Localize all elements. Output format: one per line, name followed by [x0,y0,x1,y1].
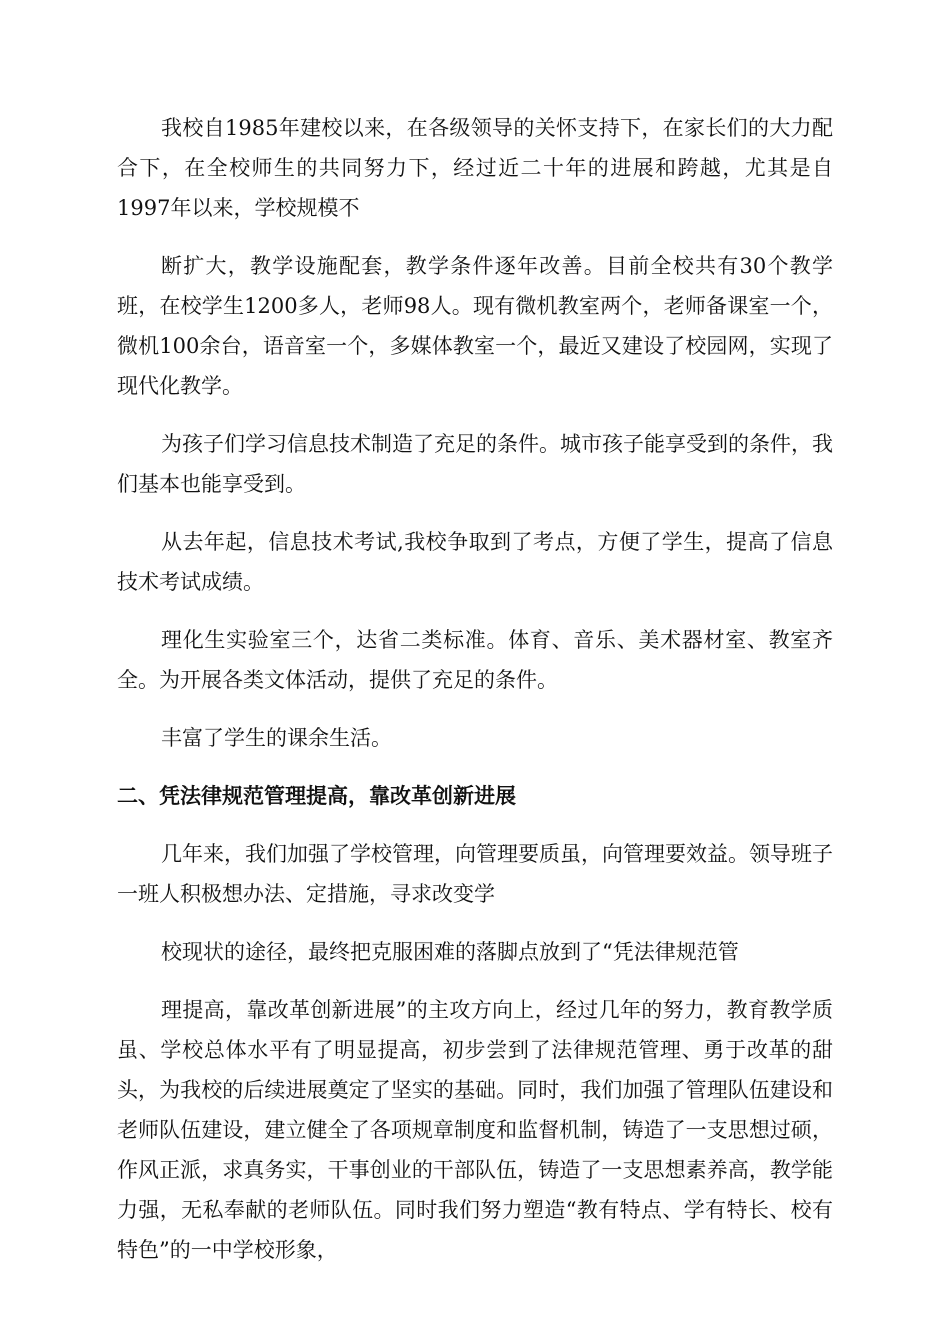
section-heading: 二、凭法律规范管理提高，靠改革创新进展 [117,784,516,808]
paragraph: 断扩大，教学设施配套，教学条件逐年改善。目前全校共有30个教学班，在校学生1200多人，老师98人。现有微机教室两个，老师备课室一个，微机100余台，语音室一个，多媒体教室一个，最近又建设了校园网，实现了现代化教学。 [117,254,833,398]
paragraph: 我校自1985年建校以来，在各级领导的关怀支持下，在家长们的大力配合下，在全校师生的共同努力下，经过近二十年的进展和跨越，尤其是自1997年以来，学校规模不 [117,116,833,220]
paragraph: 理提高，靠改革创新进展”的主攻方向上，经过几年的努力，教育教学质虽、学校总体水平有了明显提高，初步尝到了法律规范管理、勇于改革的甜头，为我校的后续进展奠定了坚实的基础。同时，我们加强了管理队伍建设和老师队伍建设，建立健全了各项规章制度和监督机制，铸造了一支思想过硕，作风正派，求真务实，干事创业的干部队伍，铸造了一支思想素养高，教学能力强，无私奉献的老师队伍。同时我们努力塑造“教有特点、学有特长、校有特色”的一中学校形象， [117,998,833,1262]
paragraph: 校现状的途径，最终把克服困难的落脚点放到了“凭法律规范管 [161,940,739,964]
paragraph: 几年来，我们加强了学校管理，向管理要质虽，向管理要效益。领导班子一班人积极想办法、定措施，寻求改变学 [117,842,833,906]
paragraph: 为孩子们学习信息技术制造了充足的条件。城市孩子能享受到的条件，我们基本也能享受到。 [117,432,833,496]
document-body [117,108,833,1270]
paragraph: 丰富了学生的课余生活。 [161,726,392,750]
paragraph: 理化生实验室三个，达省二类标准。体育、音乐、美术器材室、教室齐全。为开展各类文体活动，提供了充足的条件。 [117,628,833,692]
paragraph: 从去年起，信息技术考试,我校争取到了考点，方便了学生，提高了信息技术考试成绩。 [117,530,833,594]
